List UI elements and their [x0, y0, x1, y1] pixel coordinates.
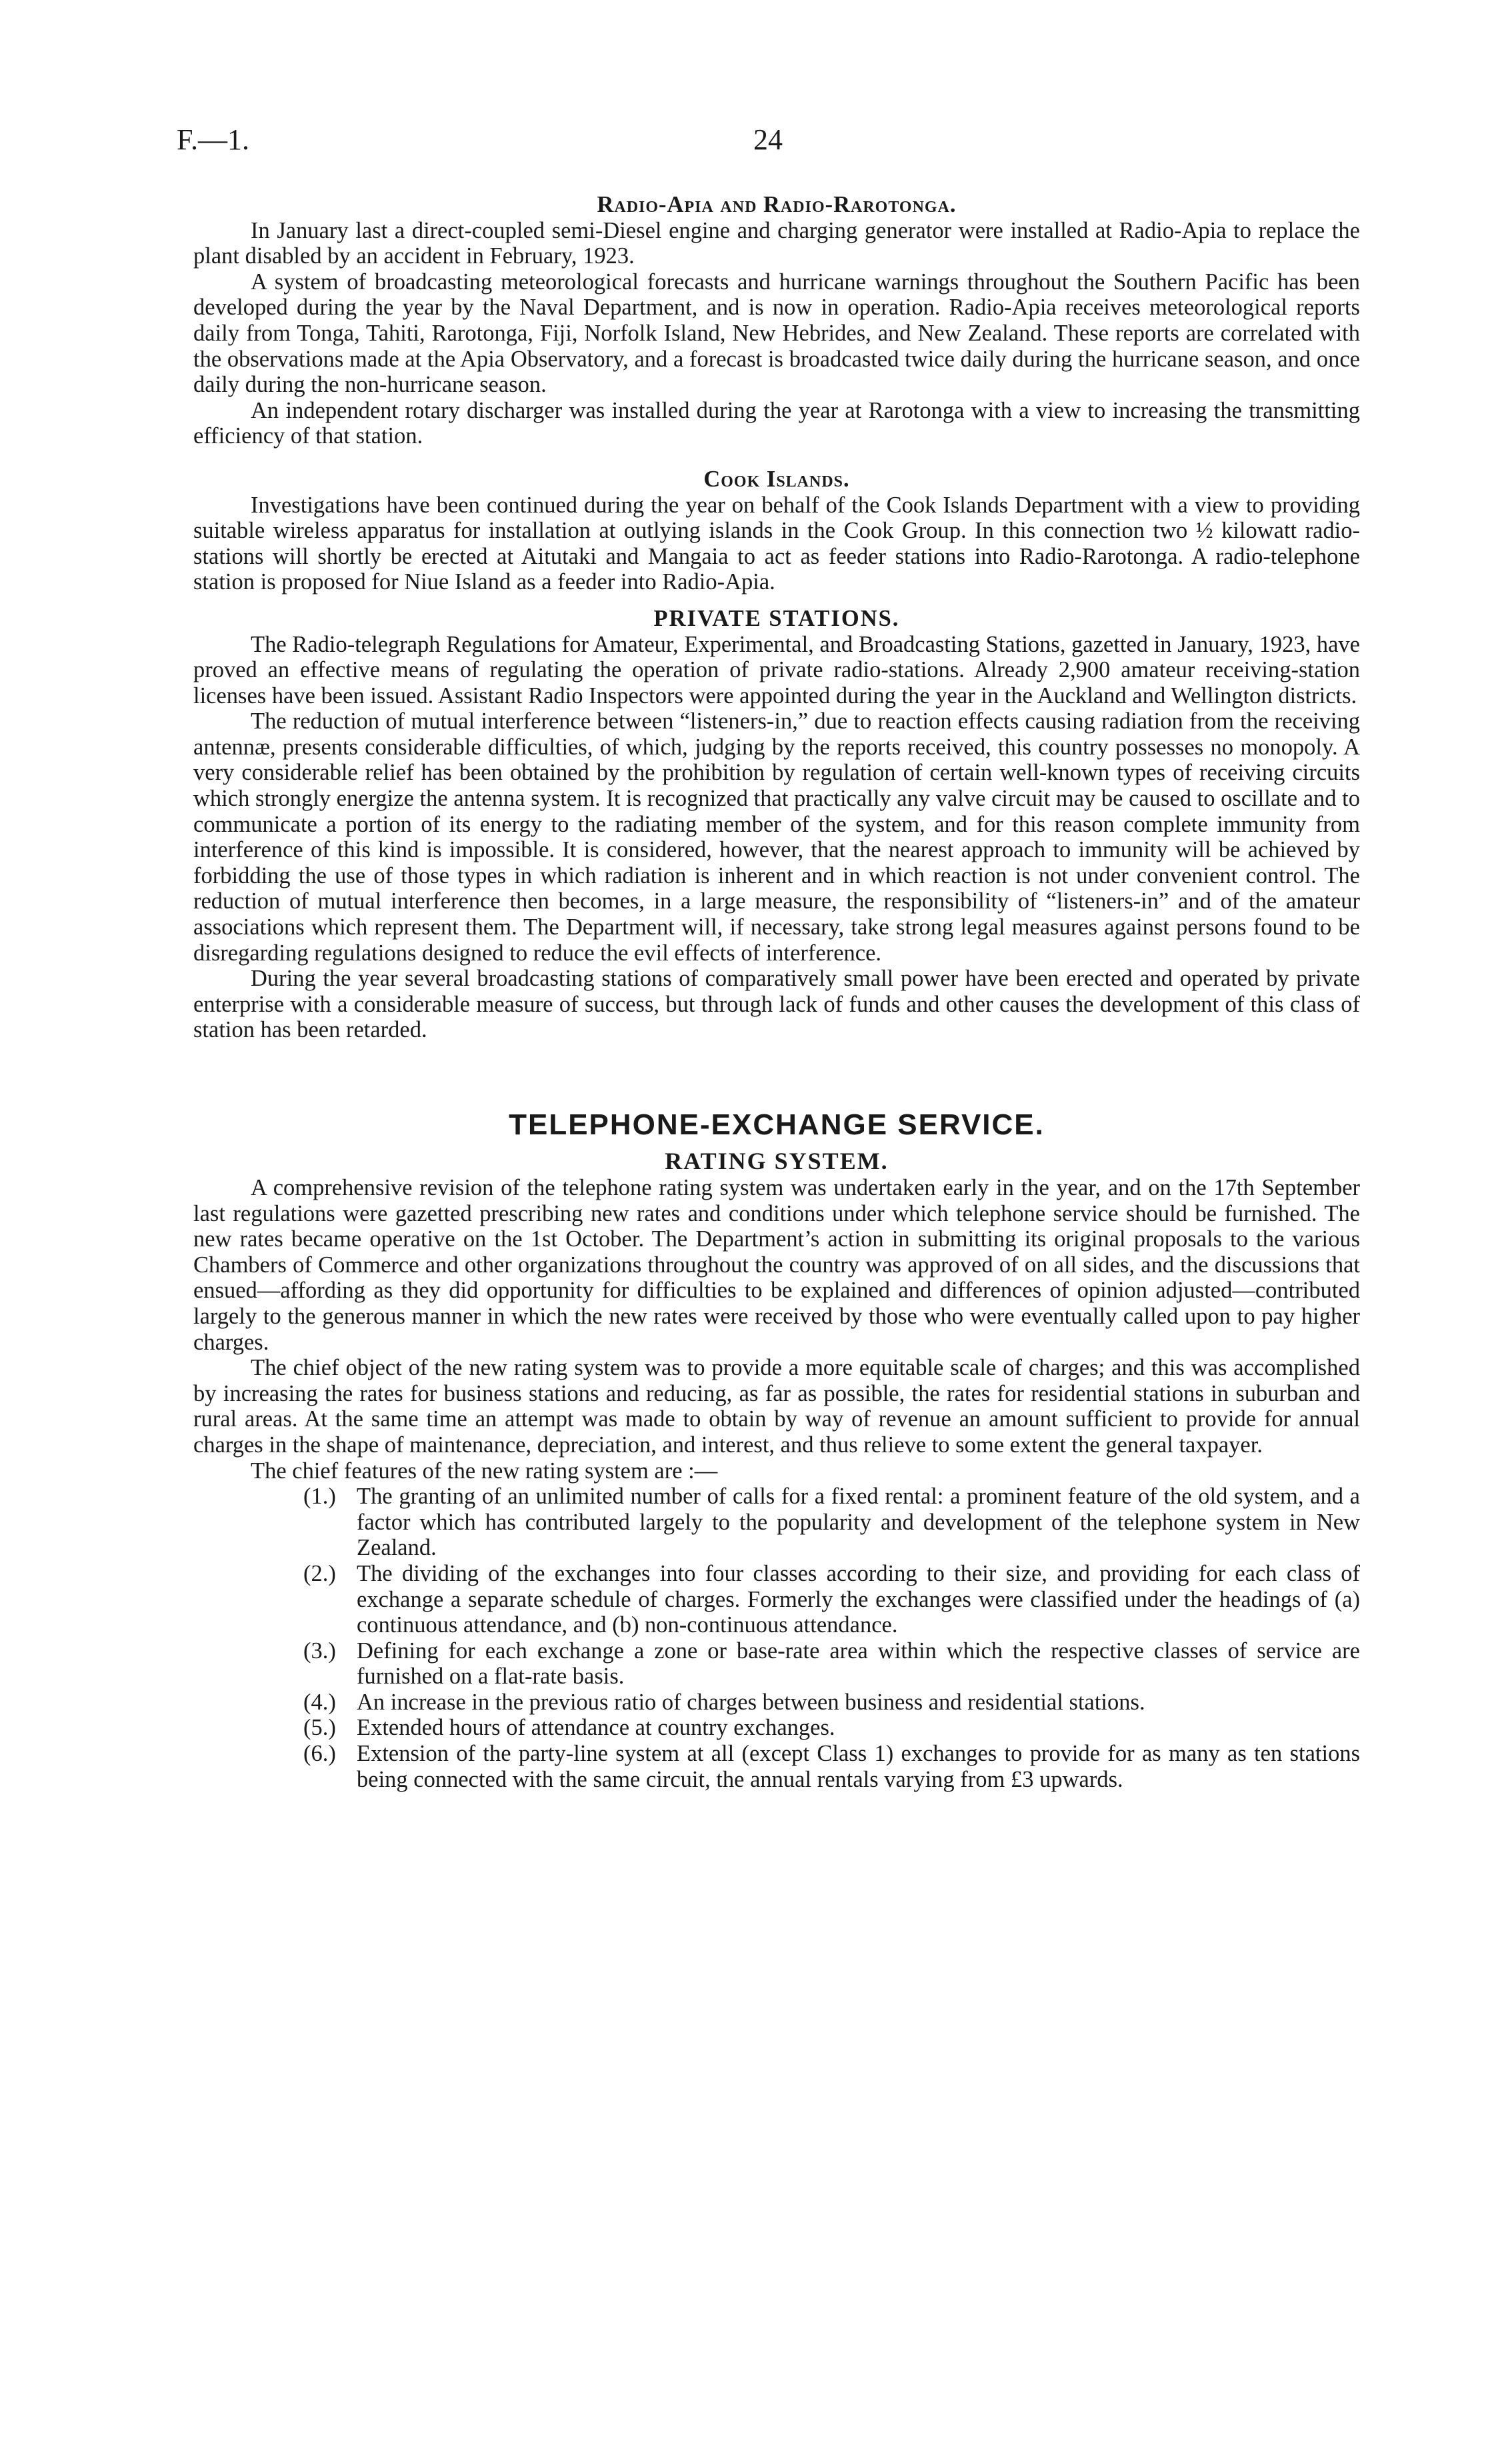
subheading-rating-system: RATING SYSTEM. [665, 1148, 889, 1174]
section-heading-cook-islands: Cook Islands. [703, 466, 850, 492]
list-item [303, 1689, 1360, 1716]
paragraph: A comprehensive revision of the telephone rating system was undertaken early in the year, and on the 17th September last regulations were gazetted prescribing new rates and conditions under which telephone service should be furnished. The new rates became operative on the 1st October. The Department’s action in submitting its original proposals to the various Chambers of Commerce and other organizations throughout the country was approved of on all sides, and the discussions that ensued—affording as they did opportunity for difficulties to be explained and differences of opinion adjusted—contributed largely to the generous manner in which the new rates were received by those who were eventually called upon to pay higher charges. [193, 1175, 1360, 1355]
list-item-number: (3.) [303, 1638, 336, 1664]
paragraph: The reduction of mutual interference between “listeners-in,” due to reaction effects causing radiation from the receiving antennæ, presents considerable difficulties, of which, judging by the reports received, this country possesses no monopoly. A very considerable relief has been obtained by the prohibition by regulation of certain well-known types of receiving circuits which strongly energize the antenna system. It is recognized that practically any valve circuit may be caused to oscillate and to communicate a portion of its energy to the radiating member of the system, and for this reason complete immunity from interference of this kind is impossible. It is considered, however, that the nearest approach to immunity will be achieved by forbidding the use of those types in which radiation is inherent and in which reaction is not under convenient control. The reduction of mutual interference then becomes, in a large measure, the responsibility of “listeners-in” and of the amateur associations which represent them. The Department will, if necessary, take strong legal measures against persons found to be disregarding regulations designed to reduce the evil effects of interference. [193, 708, 1360, 966]
page-header [177, 123, 1360, 163]
list-item-number: (4.) [303, 1689, 336, 1715]
section-heading-radio-apia: Radio-Apia and Radio-Rarotonga. [597, 192, 957, 217]
paragraph: The chief object of the new rating system was to provide a more equitable scale of charges; and this was accomplished by increasing the rates for business stations and reducing, as far as possible, the rates for residential stations in suburban and rural areas. At the same time an attempt was made to obtain by way of revenue an amount sufficient to provide for annual charges in the shape of maintenance, depreciation, and interest, and thus relieve to some extent the general taxpayer. [193, 1355, 1360, 1458]
list-item [303, 1715, 1360, 1741]
section-heading-telephone-exchange: TELEPHONE-EXCHANGE SERVICE. [509, 1108, 1045, 1141]
paragraph: A system of broadcasting meteorological forecasts and hurricane warnings throughout the Southern Pacific has been developed during the year by the Naval Department, and is now in operation. Radio-Apia receives meteorological reports daily from Tonga, Tahiti, Rarotonga, Fiji, Norfolk Island, New Hebrides, and New Zealand. These reports are correlated with the observations made at the Apia Observatory, and a forecast is broadcasted twice daily during the hurricane season, and once daily during the non-hurricane season. [193, 269, 1360, 398]
list-item-text: Defining for each exchange a zone or base-rate area within which the respective classes of service are furnished on a flat-rate basis. [357, 1638, 1360, 1690]
features-list [193, 1484, 1360, 1792]
paragraph: Investigations have been continued during the year on behalf of the Cook Islands Department with a view to providing suitable wireless apparatus for installation at outlying islands in the Cook Group. In this connection two ½ kilowatt radio-stations will shortly be erected at Aitutaki and Mangaia to act as feeder stations into Radio-Rarotonga. A radio-telephone station is proposed for Niue Island as a feeder into Radio-Apia. [193, 492, 1360, 595]
list-item [303, 1741, 1360, 1792]
list-item-number: (6.) [303, 1741, 336, 1767]
section-heading-private-stations: PRIVATE STATIONS. [653, 605, 900, 631]
list-item-text: The granting of an unlimited number of calls for a fixed rental: a prominent feature of the old system, and a factor which has contributed largely to the popularity and development of the telephone system in New Zealand. [357, 1484, 1360, 1561]
list-item-text: Extension of the party-line system at all (except Class 1) exchanges to provide for as many as ten stations being connected with the same circuit, the annual rentals varying from £3 upwards. [357, 1741, 1360, 1792]
list-item-number: (2.) [303, 1560, 336, 1586]
document-reference: F.—1. [177, 123, 249, 156]
paragraph: In January last a direct-coupled semi-Diesel engine and charging generator were installed at Radio-Apia to replace the plant disabled by an accident in February, 1923. [193, 217, 1360, 269]
list-item-text: The dividing of the exchanges into four classes according to their size, and providing for each class of exchange a separate schedule of charges. Formerly the exchanges were classified under the headings of (a) continuous attendance, and (b) non-continuous attendance. [357, 1560, 1360, 1638]
paragraph: During the year several broadcasting stations of comparatively small power have been erected and operated by private enterprise with a considerable measure of success, but through lack of funds and other causes the development of this class of station has been retarded. [193, 966, 1360, 1043]
list-item [303, 1560, 1360, 1638]
page-content [193, 192, 1360, 1792]
page-number: 24 [753, 123, 783, 156]
list-item-text: Extended hours of attendance at country exchanges. [357, 1715, 835, 1741]
list-item [303, 1638, 1360, 1690]
list-item [303, 1484, 1360, 1561]
list-item-number: (1.) [303, 1484, 336, 1510]
paragraph: The Radio-telegraph Regulations for Amateur, Experimental, and Broadcasting Stations, gazetted in January, 1923, have proved an effective means of regulating the operation of private radio-stations. Already 2,900 amateur receiving-station licenses have been issued. Assistant Radio Inspectors were appointed during the year in the Auckland and Wellington districts. [193, 631, 1360, 708]
paragraph: The chief features of the new rating system are :— [251, 1458, 718, 1484]
paragraph: An independent rotary discharger was installed during the year at Rarotonga with a view to increasing the transmitting efficiency of that station. [193, 397, 1360, 449]
list-item-number: (5.) [303, 1715, 336, 1741]
list-item-text: An increase in the previous ratio of charges between business and residential stations. [357, 1689, 1145, 1715]
